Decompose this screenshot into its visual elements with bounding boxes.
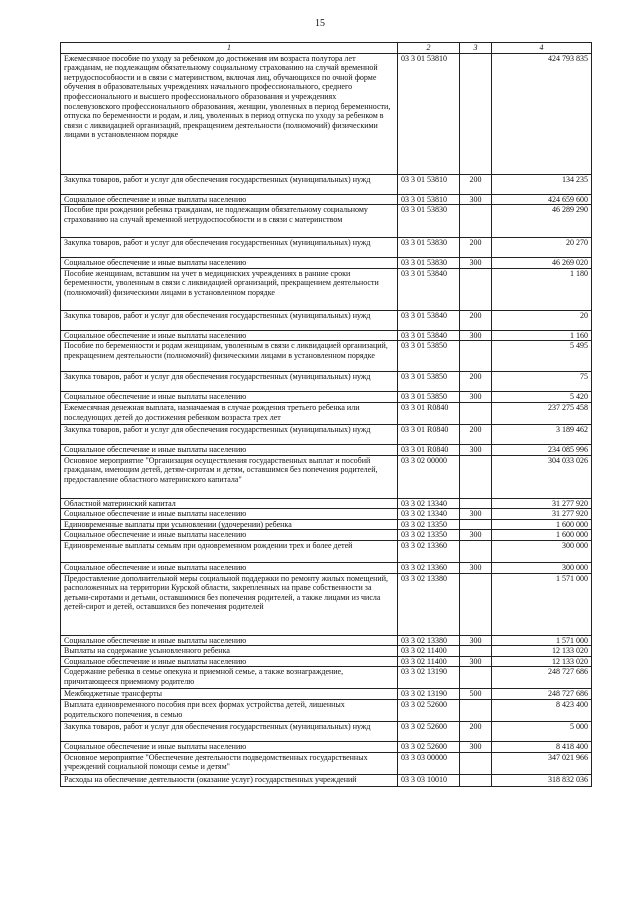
row-type-cell: 300 bbox=[460, 330, 492, 341]
row-code-cell: 03 3 01 53850 bbox=[398, 341, 460, 372]
row-amount-cell: 318 832 036 bbox=[492, 774, 592, 786]
row-type-cell: 300 bbox=[460, 194, 492, 205]
row-type-cell: 500 bbox=[460, 689, 492, 700]
row-amount-cell: 1 160 bbox=[492, 330, 592, 341]
column-header-type: 3 bbox=[460, 43, 492, 54]
row-type-cell: 200 bbox=[460, 721, 492, 741]
row-code-cell: 03 3 02 52600 bbox=[398, 699, 460, 721]
row-type-cell: 300 bbox=[460, 635, 492, 646]
row-amount-cell: 46 289 290 bbox=[492, 205, 592, 238]
row-amount-cell: 75 bbox=[492, 372, 592, 392]
row-type-cell: 200 bbox=[460, 372, 492, 392]
row-amount-cell: 237 275 458 bbox=[492, 402, 592, 424]
row-name-cell: Закупка товаров, работ и услуг для обеспечения государственных (муниципальных) нужд bbox=[61, 372, 398, 392]
row-code-cell: 03 3 01 53830 bbox=[398, 205, 460, 238]
table-row bbox=[61, 455, 592, 498]
row-type-cell: 300 bbox=[460, 392, 492, 403]
row-type-cell: 300 bbox=[460, 530, 492, 541]
table-row bbox=[61, 741, 592, 752]
table-row bbox=[61, 310, 592, 330]
row-amount-cell: 234 085 996 bbox=[492, 444, 592, 455]
table-row bbox=[61, 509, 592, 520]
row-name-cell: Межбюджетные трансферты bbox=[61, 689, 398, 700]
row-amount-cell: 248 727 686 bbox=[492, 667, 592, 689]
table-body bbox=[61, 53, 592, 786]
table-row bbox=[61, 205, 592, 238]
page-number: 15 bbox=[315, 18, 325, 29]
row-code-cell: 03 3 02 13190 bbox=[398, 667, 460, 689]
row-code-cell: 03 3 02 13340 bbox=[398, 498, 460, 509]
row-code-cell: 03 3 02 13380 bbox=[398, 573, 460, 635]
table-row bbox=[61, 238, 592, 258]
table-row bbox=[61, 667, 592, 689]
row-type-cell bbox=[460, 402, 492, 424]
row-name-cell: Выплаты на содержание усыновленного ребенка bbox=[61, 646, 398, 657]
row-code-cell: 03 3 02 13360 bbox=[398, 540, 460, 562]
table-row bbox=[61, 330, 592, 341]
row-type-cell: 200 bbox=[460, 424, 492, 444]
row-type-cell bbox=[460, 699, 492, 721]
row-code-cell: 03 3 02 52600 bbox=[398, 721, 460, 741]
row-amount-cell: 8 423 400 bbox=[492, 699, 592, 721]
row-code-cell: 03 3 01 53850 bbox=[398, 372, 460, 392]
row-amount-cell: 1 571 000 bbox=[492, 573, 592, 635]
row-amount-cell: 1 600 000 bbox=[492, 530, 592, 541]
row-amount-cell: 134 235 bbox=[492, 174, 592, 194]
table-row bbox=[61, 774, 592, 786]
row-amount-cell: 300 000 bbox=[492, 540, 592, 562]
row-type-cell bbox=[460, 774, 492, 786]
row-name-cell: Единовременные выплаты семьям при одновременном рождении трех и более детей bbox=[61, 540, 398, 562]
row-amount-cell: 347 021 966 bbox=[492, 752, 592, 774]
row-type-cell: 200 bbox=[460, 238, 492, 258]
row-type-cell: 300 bbox=[460, 444, 492, 455]
row-amount-cell: 20 bbox=[492, 310, 592, 330]
row-name-cell: Закупка товаров, работ и услуг для обеспечения государственных (муниципальных) нужд bbox=[61, 310, 398, 330]
table-row bbox=[61, 656, 592, 667]
row-name-cell: Содержание ребенка в семье опекуна и приемной семье, а также вознаграждение, причитающееся приемному родителю bbox=[61, 667, 398, 689]
row-type-cell bbox=[460, 268, 492, 310]
table-row bbox=[61, 341, 592, 372]
table-row bbox=[61, 372, 592, 392]
row-amount-cell: 12 133 020 bbox=[492, 646, 592, 657]
table-row bbox=[61, 258, 592, 269]
row-type-cell: 300 bbox=[460, 509, 492, 520]
table-row bbox=[61, 268, 592, 310]
row-name-cell: Выплата единовременного пособия при всех формах устройства детей, лишенных родительского попечения, в семью bbox=[61, 699, 398, 721]
row-code-cell: 03 3 01 53830 bbox=[398, 258, 460, 269]
row-amount-cell: 3 189 462 bbox=[492, 424, 592, 444]
table-row bbox=[61, 752, 592, 774]
table-row bbox=[61, 194, 592, 205]
row-code-cell: 03 3 01 R0840 bbox=[398, 444, 460, 455]
table-row bbox=[61, 392, 592, 403]
row-type-cell bbox=[460, 519, 492, 530]
table-row bbox=[61, 635, 592, 646]
row-type-cell: 300 bbox=[460, 741, 492, 752]
row-amount-cell: 8 418 400 bbox=[492, 741, 592, 752]
row-type-cell: 300 bbox=[460, 562, 492, 573]
table-row bbox=[61, 174, 592, 194]
row-name-cell: Социальное обеспечение и иные выплаты населению bbox=[61, 392, 398, 403]
row-code-cell: 03 3 02 13190 bbox=[398, 689, 460, 700]
row-name-cell: Закупка товаров, работ и услуг для обеспечения государственных (муниципальных) нужд bbox=[61, 174, 398, 194]
row-code-cell: 03 3 02 13350 bbox=[398, 519, 460, 530]
table-row bbox=[61, 519, 592, 530]
row-name-cell: Социальное обеспечение и иные выплаты населению bbox=[61, 562, 398, 573]
row-type-cell bbox=[460, 573, 492, 635]
row-name-cell: Предоставление дополнительной меры социальной поддержки по ремонту жилых помещений, расположенных на территории Курской области, закрепленных на праве собственности за детьми-сиротами и детьми, оставшимися без попечения родителей, а также лицами из числа детей-сирот и детей, оставшихся без попечения родителей bbox=[61, 573, 398, 635]
row-name-cell: Социальное обеспечение и иные выплаты населению bbox=[61, 635, 398, 646]
row-name-cell: Единовременные выплаты при усыновлении (удочерении) ребенка bbox=[61, 519, 398, 530]
row-code-cell: 03 3 01 53840 bbox=[398, 330, 460, 341]
column-header-amount: 4 bbox=[492, 43, 592, 54]
row-type-cell bbox=[460, 646, 492, 657]
row-name-cell: Социальное обеспечение и иные выплаты населению bbox=[61, 258, 398, 269]
row-name-cell: Основное мероприятие "Организация осуществления государственных выплат и пособий гражданам, имеющим детей, детям-сиротам и детям, оставшимся без попечения родителей, предоставление областного материнского капитала" bbox=[61, 455, 398, 498]
row-amount-cell: 12 133 020 bbox=[492, 656, 592, 667]
row-code-cell: 03 3 01 R0840 bbox=[398, 402, 460, 424]
row-code-cell: 03 3 02 11400 bbox=[398, 646, 460, 657]
row-type-cell: 200 bbox=[460, 174, 492, 194]
row-amount-cell: 20 270 bbox=[492, 238, 592, 258]
row-code-cell: 03 3 01 53810 bbox=[398, 194, 460, 205]
row-code-cell: 03 3 01 53830 bbox=[398, 238, 460, 258]
table-row bbox=[61, 562, 592, 573]
row-amount-cell: 5 495 bbox=[492, 341, 592, 372]
row-amount-cell: 1 571 000 bbox=[492, 635, 592, 646]
row-name-cell: Закупка товаров, работ и услуг для обеспечения государственных (муниципальных) нужд bbox=[61, 424, 398, 444]
row-code-cell: 03 3 02 13350 bbox=[398, 530, 460, 541]
row-code-cell: 03 3 01 53840 bbox=[398, 310, 460, 330]
table-row bbox=[61, 53, 592, 174]
row-name-cell: Расходы на обеспечение деятельности (оказание услуг) государственных учреждений bbox=[61, 774, 398, 786]
row-type-cell bbox=[460, 752, 492, 774]
row-name-cell: Основное мероприятие "Обеспечение деятельности подведомственных государственных учреждений социальной помощи семье и детям" bbox=[61, 752, 398, 774]
row-type-cell bbox=[460, 667, 492, 689]
row-type-cell bbox=[460, 498, 492, 509]
row-type-cell bbox=[460, 205, 492, 238]
row-type-cell: 300 bbox=[460, 258, 492, 269]
row-amount-cell: 31 277 920 bbox=[492, 509, 592, 520]
table-row bbox=[61, 402, 592, 424]
row-name-cell: Закупка товаров, работ и услуг для обеспечения государственных (муниципальных) нужд bbox=[61, 238, 398, 258]
table-row bbox=[61, 721, 592, 741]
row-name-cell: Пособие по беременности и родам женщинам, уволенным в связи с ликвидацией организаций, прекращением деятельности (полномочий) физическими лицами в установленном порядке bbox=[61, 341, 398, 372]
row-code-cell: 03 3 01 53840 bbox=[398, 268, 460, 310]
row-type-cell bbox=[460, 341, 492, 372]
row-type-cell bbox=[460, 455, 492, 498]
row-amount-cell: 300 000 bbox=[492, 562, 592, 573]
table-row bbox=[61, 530, 592, 541]
table-row bbox=[61, 444, 592, 455]
row-amount-cell: 304 033 026 bbox=[492, 455, 592, 498]
row-code-cell: 03 3 01 53850 bbox=[398, 392, 460, 403]
row-type-cell bbox=[460, 53, 492, 174]
row-amount-cell: 31 277 920 bbox=[492, 498, 592, 509]
column-header-name: 1 bbox=[61, 43, 398, 54]
row-name-cell: Пособие при рождении ребенка гражданам, не подлежащим обязательному социальному страхованию на случай временной нетрудоспособности и в связи с материнством bbox=[61, 205, 398, 238]
table-row bbox=[61, 646, 592, 657]
table-row bbox=[61, 424, 592, 444]
row-code-cell: 03 3 03 10010 bbox=[398, 774, 460, 786]
row-name-cell: Социальное обеспечение и иные выплаты населению bbox=[61, 656, 398, 667]
row-code-cell: 03 3 02 13380 bbox=[398, 635, 460, 646]
row-name-cell: Социальное обеспечение и иные выплаты населению bbox=[61, 509, 398, 520]
row-amount-cell: 5 420 bbox=[492, 392, 592, 403]
table-row bbox=[61, 498, 592, 509]
column-header-code: 2 bbox=[398, 43, 460, 54]
row-amount-cell: 424 793 835 bbox=[492, 53, 592, 174]
row-code-cell: 03 3 02 13360 bbox=[398, 562, 460, 573]
row-type-cell: 300 bbox=[460, 656, 492, 667]
row-type-cell bbox=[460, 540, 492, 562]
row-code-cell: 03 3 01 R0840 bbox=[398, 424, 460, 444]
budget-table bbox=[60, 42, 592, 787]
table-row bbox=[61, 540, 592, 562]
row-code-cell: 03 3 02 13340 bbox=[398, 509, 460, 520]
row-amount-cell: 46 269 020 bbox=[492, 258, 592, 269]
row-name-cell: Ежемесячная денежная выплата, назначаемая в случае рождения третьего ребенка или последующих детей до достижения ребенком возраста трех лет bbox=[61, 402, 398, 424]
row-name-cell: Социальное обеспечение и иные выплаты населению bbox=[61, 194, 398, 205]
row-code-cell: 03 3 03 00000 bbox=[398, 752, 460, 774]
row-amount-cell: 1 180 bbox=[492, 268, 592, 310]
table-header-row bbox=[61, 43, 592, 54]
row-code-cell: 03 3 02 00000 bbox=[398, 455, 460, 498]
row-name-cell: Областной материнский капитал bbox=[61, 498, 398, 509]
row-code-cell: 03 3 01 53810 bbox=[398, 174, 460, 194]
row-type-cell: 200 bbox=[460, 310, 492, 330]
row-name-cell: Социальное обеспечение и иные выплаты населению bbox=[61, 741, 398, 752]
row-name-cell: Пособие женщинам, вставшим на учет в медицинских учреждениях в ранние сроки беременности, уволенным в связи с ликвидацией организаций, прекращением деятельности (полномочий) физическими лицами в установленном порядке bbox=[61, 268, 398, 310]
table-row bbox=[61, 699, 592, 721]
table-row bbox=[61, 573, 592, 635]
row-name-cell: Социальное обеспечение и иные выплаты населению bbox=[61, 444, 398, 455]
row-code-cell: 03 3 02 52600 bbox=[398, 741, 460, 752]
row-amount-cell: 424 659 600 bbox=[492, 194, 592, 205]
row-name-cell: Закупка товаров, работ и услуг для обеспечения государственных (муниципальных) нужд bbox=[61, 721, 398, 741]
row-amount-cell: 248 727 686 bbox=[492, 689, 592, 700]
row-code-cell: 03 3 02 11400 bbox=[398, 656, 460, 667]
row-amount-cell: 5 000 bbox=[492, 721, 592, 741]
row-name-cell: Социальное обеспечение и иные выплаты населению bbox=[61, 530, 398, 541]
row-name-cell: Социальное обеспечение и иные выплаты населению bbox=[61, 330, 398, 341]
row-name-cell: Ежемесячное пособие по уходу за ребенком до достижения им возраста полутора лет гражданам, не подлежащим обязательному социальному страхованию на случай временной нетрудоспособности и в связи с материнством, включая лиц, обучающихся по очной форме обучения в образовательных учреждениях начального профессионального, среднего профессионального и высшего профессионального образования и учреждениях послевузовского профессионального образования, женщин, уволенных в период беременности, отпуска по беременности и родам, и лиц, уволенных в период отпуска по уходу за ребенком в связи с ликвидацией организаций, прекращением деятельности (полномочий) физическими лицами в установленном порядке bbox=[61, 53, 398, 174]
row-code-cell: 03 3 01 53810 bbox=[398, 53, 460, 174]
row-amount-cell: 1 600 000 bbox=[492, 519, 592, 530]
table-row bbox=[61, 689, 592, 700]
